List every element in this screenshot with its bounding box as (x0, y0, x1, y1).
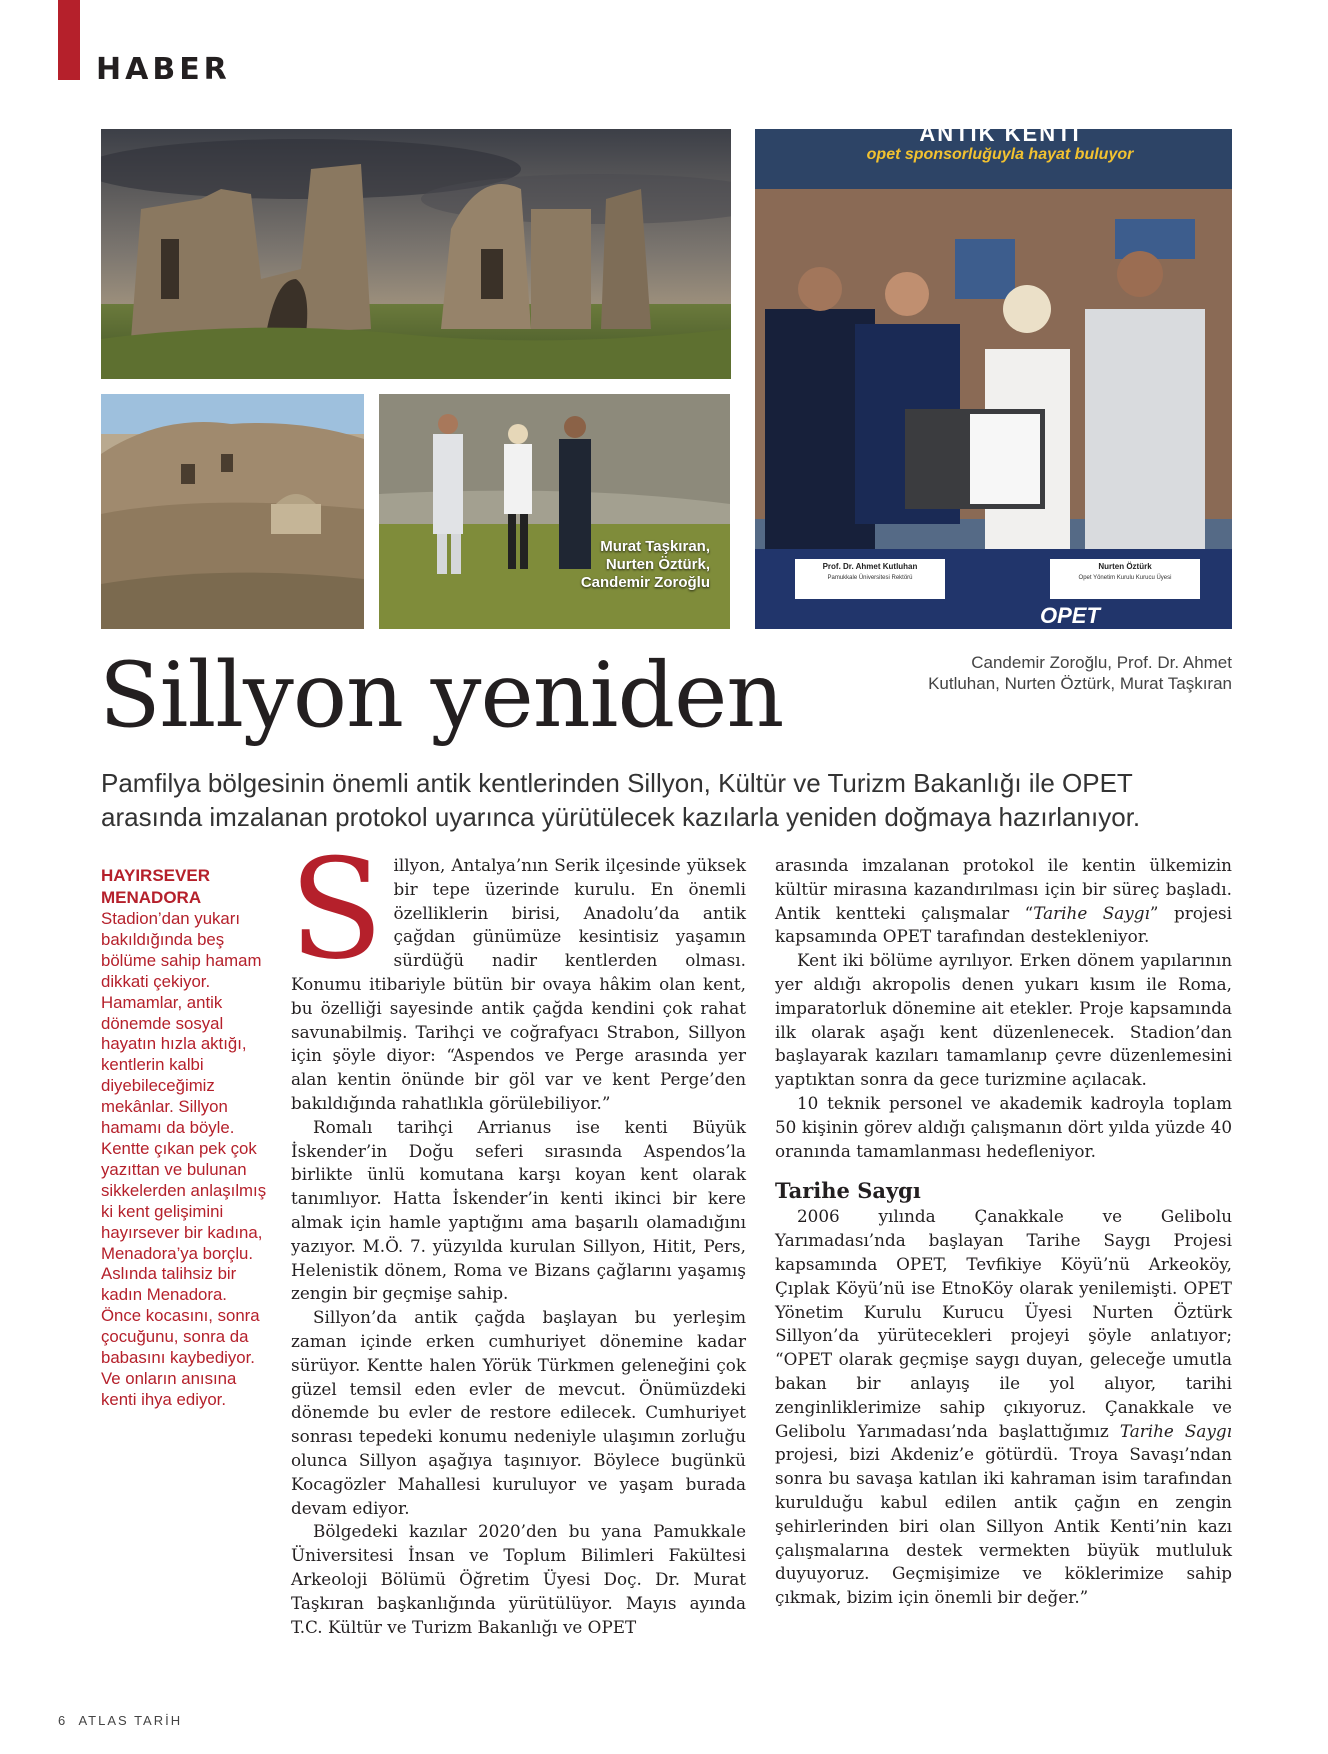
body-paragraph: illyon, Antalya’nın Serik ilçesinde yüksek bir tepe üzerinde kurulu. En önemli özelliklerin birisi, Anadolu’da antik çağdan günümüze kesintisiz yaşamın sürdüğü nadir kentlerden olması. Konumu itibariyle bütün bir ovaya hâkim olan kent, bu özelliği sayesinde antik çağda kendini çok rahat savunabilmiş. Tarihçi ve coğrafyacı Strabon, Sillyon için şöyle diyor: “Aspendos ve Perge arasında yer alan kentin önünde bir göl var ve kent Perge’den bakıldığında rahatlıkla görülebiliyor.” (291, 855, 746, 1113)
article-column-1 (289, 829, 746, 1639)
text-run: 2006 yılında Çanakkale ve Gelibolu Yarımadası’nda başlayan Tarihe Saygı Projesi kapsamında OPET, Tevfikiye Köyü’nü Arkeoköy, Çıplak Köyü’nü ise EtnoKöy olarak yenilemişti. OPET Yönetim Kurulu Kurucu Üyesi Nurten Öztürk Sillyon’da yürütecekleri projeyi şöyle anlatıyor; “OPET olarak geçmişe saygı duyan, geleceğe umutla bakan bir anlayış ile yol alıyor, tarihi zenginliklerimize sahip çıkıyoruz. Çanakkale ve Gelibolu Yarımadası’nda başlattığımız (775, 1206, 1232, 1441)
opet-logo: OPET (1040, 603, 1100, 628)
sidebar-heading-line1: HAYIRSEVER (101, 866, 210, 885)
ceremony-photo-caption: Candemir Zoroğlu, Prof. Dr. Ahmet Kutluhan, Nurten Öztürk, Murat Taşkıran (928, 653, 1232, 693)
sidebar-text: Stadion’dan yukarı bakıldığında beş bölüme sahip hamam dikkati çekiyor. Hamamlar, antik dönemde sosyal hayatın hızla aktığı, kentlerin kalbi diyebileceğimiz mekânlar. Sillyon hamamı da böyle. Kentte çıkan pek çok yazıttan ve bulunan sikkelerden anlaşılmış ki kent gelişimini hayırsever bir kadına, Menadora’ya borçlu. Aslında talihsiz bir kadın Menadora. Önce kocasını, sonra çocuğunu, sonra da babasını kaybediyor. Ve onların anısına kenti ihya ediyor. (101, 909, 267, 1409)
nameplate-right-role: Opet Yönetim Kurulu Kurucu Üyesi (1078, 575, 1172, 581)
ruins-photo (101, 129, 731, 379)
nameplate-left-name: Prof. Dr. Ahmet Kutluhan (822, 562, 918, 571)
project-name-italic: Tarihe Saygı (1119, 1420, 1232, 1441)
article-column-2 (775, 854, 1232, 1610)
body-paragraph (775, 854, 1232, 949)
section-accent-bar (58, 0, 80, 80)
body-paragraph: Bölgedeki kazılar 2020’den bu yana Pamukkale Üniversitesi İnsan ve Toplum Bilimleri Fakültesi Arkeoloji Bölümü Öğretim Üyesi Doç. Dr. Murat Taşkıran başkanlığında yürütülüyor. Mayıs ayında T.C. Kültür ve Turizm Bakanlığı ve OPET (291, 1521, 746, 1637)
acropolis-photo (101, 394, 364, 629)
article-title: Sillyon yeniden (99, 643, 784, 748)
article-lead: Pamfilya bölgesinin önemli antik kentlerinden Sillyon, Kültür ve Turizm Bakanlığı ile OPET arasında imzalanan protokol uyarınca yürütülecek kazılarla yeniden doğmaya hazırlanıyor. (101, 768, 1141, 832)
subheading: Tarihe Saygı (775, 1178, 921, 1204)
page-footer (58, 1713, 182, 1728)
body-paragraph: 10 teknik personel ve akademik kadroyla toplam 50 kişinin görev aldığı çalışmanın dört yılda yüzde 40 oranında tamamlanması hedefleniyor. (775, 1092, 1232, 1161)
banner-subtitle: opet sponsorluğuyla hayat buluyor (866, 146, 1134, 163)
magazine-name: ATLAS TARİH (78, 1713, 183, 1728)
nameplate-right-name: Nurten Öztürk (1098, 562, 1152, 571)
signing-ceremony-photo (755, 129, 1232, 629)
section-label: HABER (96, 52, 231, 87)
sidebar-heading (101, 865, 210, 909)
banner-title: ANTİK KENTİ (919, 121, 1081, 146)
drop-cap: S (289, 829, 384, 990)
sidebar-heading-line2: MENADORA (101, 888, 202, 907)
group-photo-caption: Murat Taşkıran, Nurten Öztürk, Candemir Zoroğlu (580, 538, 710, 591)
body-paragraph: Romalı tarihçi Arrianus ise kenti Büyük İskender’in Doğu seferi sırasında Aspendos’la birlikte ünlü komutana karşı koyan kent olarak tanımlıyor. Hatta İskender’in kenti ikinci bir kere almak için hamle yaptığını ama başarılı olamadığını yazıyor. M.Ö. 7. yüzyılda kurulan Sillyon, Hitit, Pers, Helenistik dönem, Roma ve Bizans çağlarını yaşamış zengin bir geçmişe sahip. (291, 1116, 746, 1304)
body-paragraph: Kent iki bölüme ayrılıyor. Erken dönem yapılarının yer aldığı akropolis denen yukarı kısım ile Roma, imparatorluk dönemine ait etekler. Proje kapsamında ilk olarak aşağı kent düzenlenecek. Stadion’dan başlayarak kazıları tamamlanıp çevre düzenlemesini yaptıktan sonra da gece turizmine açılacak. (775, 950, 1232, 1090)
text-run: arasında imzalanan protokol ile kentin ülkemizin kültür mirasına kazandırılması için bir süreç başladı. Antik kentteki çalışmalar “ (775, 855, 1232, 923)
nameplate-left-role: Pamukkale Üniversitesi Rektörü (827, 575, 913, 581)
body-paragraph (775, 1205, 1232, 1610)
body-paragraph: Sillyon’da antik çağda başlayan bu yerleşim zaman içinde erken cumhuriyet dönemine kadar sürüyor. Kentte halen Yörük Türkmen geleneğini çok güzel temsil eden evler de mevcut. Önümüzdeki dönemde bu evler de restore edilecek. Cumhuriyet sonrası tepedeki konumu nedeniyle ulaşımın zorluğu olunca Sillyon aşağıya taşınıyor. Böylece bugünkü Kocagözler Mahallesi kuruluyor ve yaşam burada devam ediyor. (291, 1307, 746, 1518)
project-name-italic: Tarihe Saygı (1033, 902, 1150, 923)
text-run: projesi, bizi Akdeniz’e götürdü. Troya Savaşı’ndan sonra bu savaşa katılan iki kahraman isim tarafından kurulduğu kabul edilen antik çağın en zengin şehirlerinden biri olan Sillyon Antik Kenti’nin kazı çalışmalarına destek vermekten büyük mutluluk duyuyoruz. Geçmişimize ve köklerimize sahip çıkmak, bizim için önemli bir değer.” (775, 1444, 1232, 1608)
text-run: ” projesi kapsamında OPET tarafından destekleniyor. (775, 902, 1232, 947)
page-number: 6 (58, 1713, 68, 1728)
group-photo (379, 394, 730, 629)
